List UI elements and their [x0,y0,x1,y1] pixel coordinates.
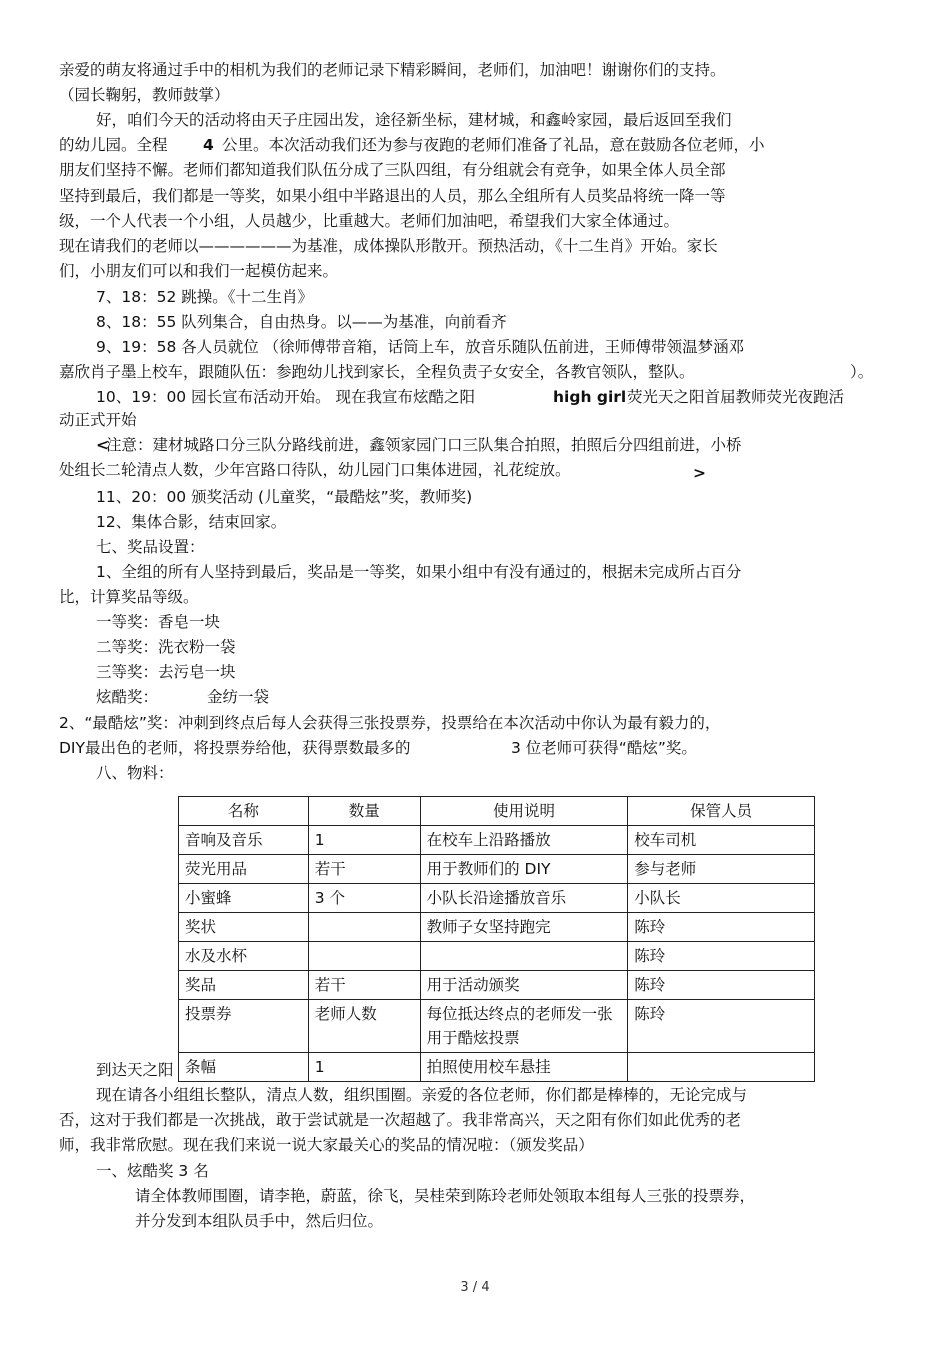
table-cell: 陈玲 [628,1000,815,1053]
table-row [179,855,815,884]
table-row [179,971,815,1000]
text-line: 注意：建材城路口分三队分路线前进，鑫领家园门口三队集合拍照，拍照后分四组前进，小桥 [106,436,742,454]
text-line-bold: 4 [203,136,214,154]
text-line: 12、集体合影，结束回家。 [96,513,287,531]
table-cell: 参与老师 [628,855,815,884]
table-cell: 音响及音乐 [179,826,309,855]
text-line: 坚持到最后，我们都是一等奖，如果小组中半路退出的人员，那么全组所有人员奖品将统一降一等 [59,187,726,205]
column-header: 数量 [308,797,420,826]
table-cell: 水及水杯 [179,942,309,971]
table-cell: 小队长 [628,884,815,913]
text-line: 10、19：00 园长宣布活动开始。 现在我宣布炫酷之阳 [96,388,476,406]
table-row [179,1053,815,1082]
column-header: 名称 [179,797,309,826]
text-line: 2、“最酷炫”奖：冲刺到终点后每人会获得三张投票券，投票给在本次活动中你认为最有毅力的， [59,714,721,732]
table-cell: 荧光用品 [179,855,309,884]
text-line: 级，一个人代表一个小组，人员越少，比重越大。老师们加油吧，希望我们大家全体通过。 [59,212,680,230]
table-cell: 老师人数 [308,1000,420,1053]
table-row [179,942,815,971]
table-cell: 若干 [308,971,420,1000]
text-line: 嘉欣肖子墨上校车，跟随队伍：参跑幼儿找到家长，全程负责子女安全，各教官领队，整队。 [59,363,695,381]
page-number: 3 / 4 [460,1280,490,1295]
table-row [179,913,815,942]
table-cell: 小队长沿途播放音乐 [420,884,628,913]
table-cell: 校车司机 [628,826,815,855]
table-cell: 投票券 [179,1000,309,1053]
table-cell: 在校车上沿路播放 [420,826,628,855]
table-cell: 拍照使用校车悬挂 [420,1053,628,1082]
text-line-bold: > [693,464,706,482]
table-cell: 用于活动颁奖 [420,971,628,1000]
table-cell [308,942,420,971]
text-line: 朋友们坚持不懈。老师们都知道我们队伍分成了三队四组，有分组就会有竞争，如果全体人员全部 [59,161,726,179]
text-line: 3 位老师可获得“酷炫”奖。 [511,739,697,757]
table-header-row [179,797,815,826]
text-line: 到达天之阳 [96,1061,174,1079]
text-line: 7、18：52 跳操。《十二生肖》 [96,288,313,306]
table-cell: 奖状 [179,913,309,942]
table-row [179,826,815,855]
text-line: 的幼儿园。全程 [59,136,168,154]
table-cell: 1 [308,826,420,855]
text-line: 动正式开始 [59,411,137,429]
column-header: 保管人员 [628,797,815,826]
text-line: 否，这对于我们都是一次挑战，敢于尝试就是一次超越了。我非常高兴，天之阳有你们如此优秀的老 [59,1111,742,1129]
text-line: 8、18：55 队列集合，自由热身。以——为基准，向前看齐 [96,313,507,331]
text-line: 金纺一袋 [207,688,270,706]
table-cell: 1 [308,1053,420,1082]
text-line: 炫酷奖： [96,688,159,706]
text-line: 亲爱的萌友将通过手中的相机为我们的老师记录下精彩瞬间，老师们，加油吧！谢谢你们的支持。 [59,61,726,79]
table-cell: 条幅 [179,1053,309,1082]
text-line: 荧光天之阳首届教师荧光夜跑活 [627,388,845,406]
table-cell: 陈玲 [628,913,815,942]
text-line-bold: high girl [553,388,627,406]
table-cell: 奖品 [179,971,309,1000]
text-line: 公里。本次活动我们还为参与夜跑的老师们准备了礼品，意在鼓励各位老师，小 [222,136,765,154]
table-cell: 教师子女坚持跑完 [420,913,628,942]
text-line: 三等奖：去污皂一块 [96,663,236,681]
table-cell [628,1053,815,1082]
text-line: ）。 [850,363,874,381]
text-line: 现在请各小组组长整队，清点人数，组织围圈。亲爱的各位老师，你们都是棒棒的，无论完成与 [96,1086,748,1104]
table-cell: 陈玲 [628,971,815,1000]
text-line-bold: < [96,436,109,454]
text-line: 们，小朋友们可以和我们一起模仿起来。 [59,262,339,280]
text-line: 并分发到本组队员手中，然后归位。 [135,1212,384,1230]
table-cell: 3 个 [308,884,420,913]
text-line: DIY最出色的老师，将投票券给他，获得票数最多的 [59,739,411,757]
text-line: 一、炫酷奖 3 名 [96,1162,209,1180]
text-line: 好，咱们今天的活动将由天子庄园出发，途径新坐标，建材城，和鑫岭家园，最后返回至我们 [96,111,732,129]
table-cell [420,942,628,971]
text-line: 1、全组的所有人坚持到最后，奖品是一等奖，如果小组中有没有通过的，根据未完成所占百分 [96,563,742,581]
text-line: 现在请我们的老师以——————为基准，成体操队形散开。预热活动，《十二生肖》开始。家长 [59,237,718,255]
text-line: 处组长二轮清点人数，少年宫路口待队，幼儿园门口集体进园，礼花绽放。 [59,461,571,479]
text-line: 请全体教师围圈，请李艳，蔚蓝，徐飞，吴桂荣到陈玲老师处领取本组每人三张的投票券， [135,1187,756,1205]
table-cell: 小蜜蜂 [179,884,309,913]
text-line: 9、19：58 各人员就位 （徐师傅带音箱，话筒上车，放音乐随队伍前进，王师傅带领温梦涵邓 [96,338,745,356]
table-cell [308,913,420,942]
text-line: 比，计算奖品等级。 [59,588,199,606]
table-row [179,884,815,913]
table-cell: 陈玲 [628,942,815,971]
table-cell: 若干 [308,855,420,884]
text-line: 七、奖品设置： [96,538,205,556]
materials-table [178,796,815,1082]
table-cell: 每位抵达终点的老师发一张用于酷炫投票 [420,1000,628,1053]
table-row [179,1000,815,1053]
column-header: 使用说明 [420,797,628,826]
text-line: 师，我非常欣慰。现在我们来说一说大家最关心的奖品的情况啦：（颁发奖品） [59,1136,594,1154]
text-line: 八、物料： [96,764,174,782]
text-line: 二等奖：洗衣粉一袋 [96,638,236,656]
text-line: 一等奖：香皂一块 [96,613,221,631]
table-cell: 用于教师们的 DIY [420,855,628,884]
text-line: （园长鞠躬，教师鼓掌） [59,86,230,104]
text-line: 11、20：00 颁奖活动 (儿童奖，“最酷炫”奖，教师奖) [96,488,473,506]
